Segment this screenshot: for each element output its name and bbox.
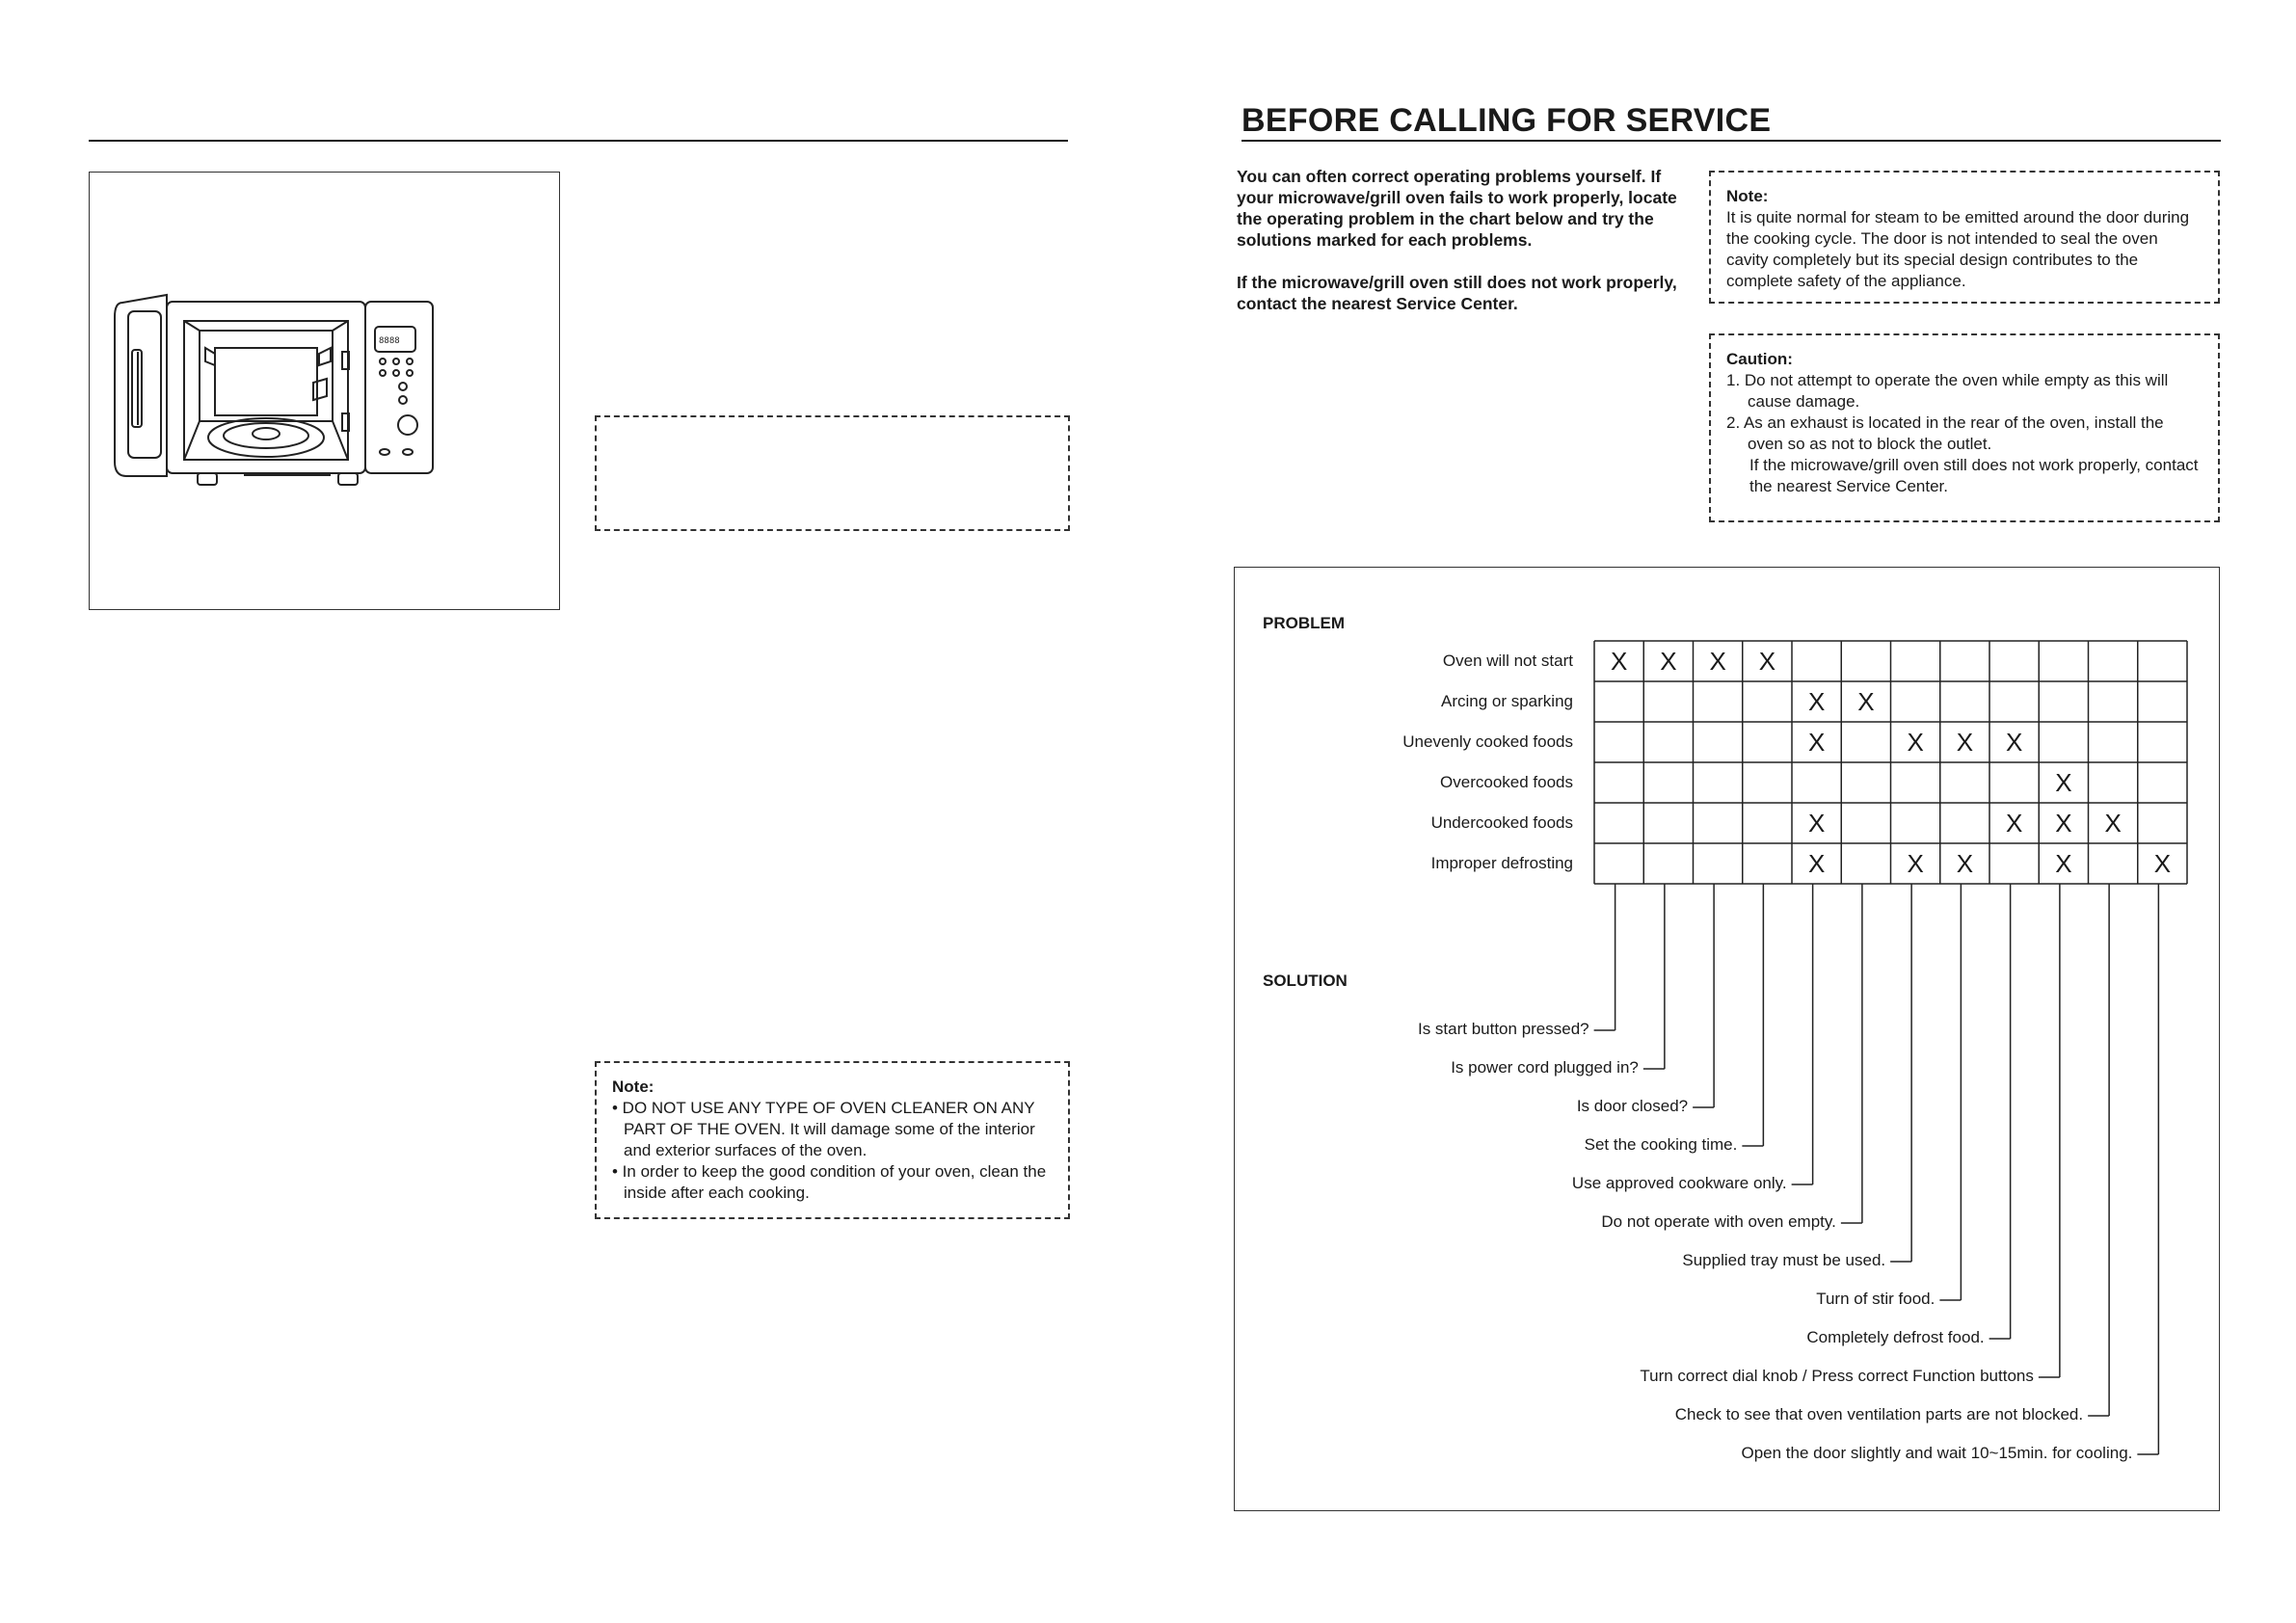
solution-label: Use approved cookware only.	[1571, 1174, 1787, 1192]
solution-mark: X	[1807, 728, 1826, 757]
solution-label: Open the door slightly and wait 10~15min. for cooling.	[1741, 1444, 2133, 1462]
solution-label: Set the cooking time.	[1584, 1135, 1738, 1154]
solution-mark: X	[2005, 809, 2023, 838]
solution-label: Completely defrost food.	[1806, 1328, 1985, 1346]
problem-heading: PROBLEM	[1263, 614, 1345, 632]
note-cleaning-heading: Note:	[612, 1078, 654, 1096]
solution-mark: X	[1907, 849, 1924, 878]
problem-label: Unevenly cooked foods	[1402, 732, 1573, 751]
solution-label: Do not operate with oven empty.	[1601, 1212, 1836, 1231]
solution-mark: X	[1857, 687, 1875, 716]
note-steam-heading: Note:	[1726, 187, 1769, 205]
problem-label: Improper defrosting	[1430, 854, 1573, 872]
solution-mark: X	[1610, 647, 1628, 676]
note-cleaning-bullet-1: • DO NOT USE ANY TYPE OF OVEN CLEANER ON ANY PART OF THE OVEN. It will damage some of the interior and exterior surfaces of the oven.	[612, 1099, 1035, 1159]
solution-mark: X	[1907, 728, 1924, 757]
caution-item-2: 2. As an exhaust is located in the rear of the oven, install the oven so as not to block the outlet.	[1726, 413, 2164, 453]
solution-heading: SOLUTION	[1263, 971, 1348, 990]
caution-heading: Caution:	[1726, 350, 1793, 368]
solution-mark: X	[1956, 728, 1974, 757]
solution-mark: X	[1709, 647, 1726, 676]
problem-label: Arcing or sparking	[1440, 692, 1573, 710]
note-cleaning-bullet-2: • In order to keep the good condition of your oven, clean the inside after each cooking.	[612, 1162, 1047, 1202]
svg-text:8888: 8888	[379, 336, 400, 346]
solution-mark: X	[2005, 728, 2023, 757]
solution-mark: X	[2153, 849, 2172, 878]
problem-label: Overcooked foods	[1440, 773, 1573, 791]
solution-mark: X	[1807, 687, 1826, 716]
solution-mark: X	[1807, 849, 1826, 878]
solution-label: Turn of stir food.	[1816, 1290, 1936, 1308]
caution-item-1: 1. Do not attempt to operate the oven while empty as this will cause damage.	[1726, 371, 2169, 411]
problem-label: Undercooked foods	[1430, 813, 1573, 832]
solution-mark: X	[2055, 768, 2072, 797]
problem-label: Oven will not start	[1442, 652, 1573, 670]
intro-paragraph-1: You can often correct operating problems yourself. If your microwave/grill oven fails to work properly, locate the operating problem in the chart below and try the solutions marked for each problems.	[1237, 167, 1677, 250]
solution-mark: X	[1660, 647, 1677, 676]
intro-paragraph-2: If the microwave/grill oven still does not work properly, contact the nearest Service Center.	[1237, 273, 1677, 313]
solution-mark: X	[2055, 849, 2072, 878]
solution-label: Turn correct dial knob / Press correct Function buttons	[1640, 1367, 2034, 1385]
solution-mark: X	[1758, 647, 1776, 676]
solution-mark: X	[2055, 809, 2072, 838]
solution-label: Is power cord plugged in?	[1451, 1058, 1639, 1077]
solution-label: Supplied tray must be used.	[1682, 1251, 1886, 1269]
solution-mark: X	[2104, 809, 2122, 838]
solution-label: Check to see that oven ventilation parts are not blocked.	[1674, 1405, 2084, 1423]
caution-item-2-continued: If the microwave/grill oven still does not work properly, contact the nearest Service Center.	[1749, 456, 2199, 495]
solution-mark: X	[1956, 849, 1974, 878]
note-steam-text: It is quite normal for steam to be emitted around the door during the cooking cycle. The door is not intended to seal the oven cavity completely but its special design contributes to the complete safety of the appliance.	[1726, 208, 2190, 290]
solution-label: Is door closed?	[1576, 1097, 1689, 1115]
solution-label: Is start button pressed?	[1417, 1020, 1589, 1038]
solution-mark: X	[1807, 809, 1826, 838]
page-title: BEFORE CALLING FOR SERVICE	[1241, 102, 1772, 139]
